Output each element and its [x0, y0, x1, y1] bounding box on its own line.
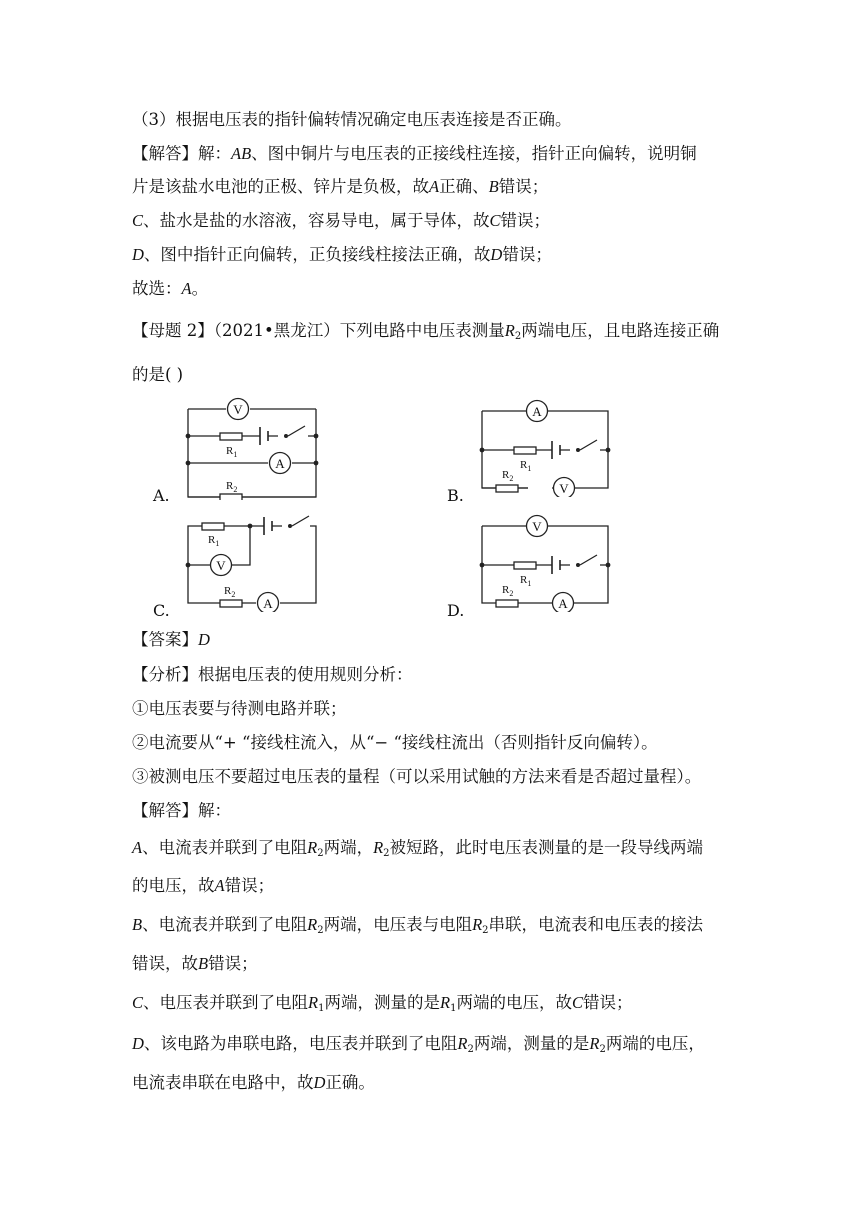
var: C — [132, 993, 144, 1012]
solution-d-line-1 — [132, 1032, 705, 1062]
r2-label — [224, 585, 235, 599]
line-5 — [132, 243, 552, 267]
analysis-rule-3: ③被测电压不要超过电压表的量程（可以采用试触的方法来看是否超过量程）。 — [132, 767, 702, 786]
text: 两端， — [323, 838, 374, 857]
var-r: R — [373, 838, 384, 857]
var: B — [198, 954, 209, 973]
var: D — [313, 1073, 326, 1092]
ammeter-a: A — [263, 596, 273, 611]
circuit-diagram-c — [180, 512, 330, 612]
var-r: R — [589, 1034, 600, 1053]
text: 故选： — [132, 279, 182, 298]
subscript: 2 — [467, 1044, 474, 1055]
text: 两端的电压， — [605, 1034, 705, 1053]
ammeter-a: A — [558, 596, 568, 611]
r-sub: 2 — [233, 485, 238, 494]
line-3 — [132, 175, 548, 199]
option-a-label: A. — [153, 486, 170, 505]
r-sub: 2 — [509, 589, 514, 598]
voltmeter-v: V — [532, 519, 542, 534]
solution-a-line-2 — [132, 874, 274, 898]
text: 错误； — [502, 245, 552, 264]
r-sub: 1 — [215, 539, 220, 548]
var-ab: AB — [231, 144, 252, 163]
r-sub: 1 — [527, 464, 532, 473]
r-sub: 2 — [509, 474, 514, 483]
subscript: 2 — [317, 848, 324, 859]
text: 电流表串联在电路中，故 — [132, 1073, 314, 1092]
subscript: 2 — [482, 925, 489, 936]
text: 两端，测量的是 — [324, 993, 440, 1012]
line-8: 的是( ) — [132, 365, 184, 384]
subscript: 2 — [514, 331, 522, 342]
var-r: R — [439, 993, 451, 1012]
r-letter: R — [502, 584, 510, 596]
circuit-diagram-a — [180, 396, 330, 500]
line-4 — [132, 209, 550, 233]
r-letter: R — [502, 469, 510, 481]
r2-label — [226, 480, 237, 494]
r-sub: 1 — [233, 450, 238, 459]
text: 【母题 2】（2021•黑龙江）下列电路中电压表测量 — [132, 321, 505, 340]
text: 被短路，此时电压表测量的是一段导线两端 — [389, 838, 704, 857]
var-r: R — [307, 915, 318, 934]
solution-d-line-2 — [132, 1071, 375, 1095]
solution-a-line-1 — [132, 836, 703, 866]
text: 错误； — [224, 876, 275, 895]
line-6 — [132, 277, 208, 301]
solution-b-line-2 — [132, 952, 258, 976]
text: 的电压，故 — [132, 876, 215, 895]
var-r: R — [504, 321, 515, 340]
circuit-diagram-d — [474, 512, 624, 612]
solution-b-line-1 — [132, 913, 703, 943]
r-letter: R — [226, 445, 234, 457]
subscript: 2 — [383, 848, 390, 859]
ammeter-a: A — [275, 456, 285, 471]
text: 、电流表并联到了电阻 — [142, 915, 308, 934]
text: 两端的电压，故 — [456, 993, 572, 1012]
option-d-label: D. — [447, 601, 465, 620]
r-sub: 1 — [527, 579, 532, 588]
option-b-label: B. — [447, 486, 464, 505]
text: 、图中铜片与电压表的正接线柱连接，指针正向偏转，说明铜 — [251, 144, 697, 163]
solution-heading: 【解答】解： — [132, 144, 231, 163]
text: 、图中指针正向偏转，正负接线柱接法正确，故 — [143, 245, 491, 264]
text: 正确、 — [439, 177, 489, 196]
solution-heading: 【解答】解： — [132, 801, 231, 820]
answer-line — [132, 628, 210, 652]
r-letter: R — [226, 480, 234, 492]
analysis-rule-1: ①电压表要与待测电路并联； — [132, 699, 347, 718]
var-r: R — [307, 838, 318, 857]
circuit-diagram-b — [474, 397, 624, 497]
var: D — [132, 1034, 144, 1053]
var-r: R — [457, 1034, 468, 1053]
text: 片是该盐水电池的正极、锌片是负极，故 — [132, 177, 429, 196]
subscript: 2 — [599, 1044, 606, 1055]
text: 、该电路为串联电路，电压表并联到了电阻 — [143, 1034, 458, 1053]
text: 、电压表并联到了电阻 — [143, 993, 309, 1012]
solution-c-line — [132, 991, 632, 1021]
text: 两端，电压表与电阻 — [323, 915, 473, 934]
r-letter: R — [208, 534, 216, 546]
line-2 — [132, 142, 697, 166]
line-1: （3）根据电压表的指针偏转情况确定电压表连接是否正确。 — [132, 110, 572, 129]
text: 、电流表并联到了电阻 — [142, 838, 308, 857]
var: D — [490, 245, 503, 264]
r2-label — [502, 469, 513, 483]
r1-label — [208, 534, 219, 548]
text: 错误； — [582, 993, 633, 1012]
r-letter: R — [224, 585, 232, 597]
answer-heading: 【答案】 — [132, 630, 198, 649]
voltmeter-v: V — [233, 402, 243, 417]
answer-value: D — [198, 630, 210, 649]
var: C — [489, 211, 501, 230]
r-letter: R — [520, 459, 528, 471]
text: 错误； — [498, 177, 549, 196]
subscript: 1 — [450, 1003, 457, 1014]
line-7-question-title — [132, 319, 719, 349]
analysis-heading: 【分析】根据电压表的使用规则分析： — [132, 665, 413, 684]
var: B — [488, 177, 499, 196]
text: 、盐水是盐的水溶液，容易导电，属于导体，故 — [143, 211, 490, 230]
text: 错误； — [500, 211, 551, 230]
subscript: 2 — [317, 925, 324, 936]
var-r: R — [308, 993, 319, 1012]
text: 串联，电流表和电压表的接法 — [488, 915, 704, 934]
voltmeter-v: V — [216, 558, 226, 573]
text: 两端电压，且电路连接正确 — [521, 321, 720, 340]
var: C — [132, 211, 144, 230]
text: 错误； — [208, 954, 258, 973]
var: A — [429, 177, 440, 196]
r1-label — [520, 459, 531, 473]
var: C — [571, 993, 583, 1012]
text: 正确。 — [325, 1073, 375, 1092]
option-c-label: C. — [153, 601, 170, 620]
r2-label — [502, 584, 513, 598]
text: 错误，故 — [132, 954, 198, 973]
subscript: 1 — [318, 1003, 325, 1014]
voltmeter-v: V — [559, 481, 569, 496]
analysis-rule-2: ②电流要从“+ “接线柱流入，从“− “接线柱流出（否则指针反向偏转）。 — [132, 733, 658, 752]
var: D — [132, 245, 144, 264]
var: A — [214, 876, 225, 895]
ammeter-a: A — [532, 404, 542, 419]
var: B — [132, 915, 143, 934]
var-r: R — [472, 915, 483, 934]
r1-label — [226, 445, 237, 459]
r1-label — [520, 574, 531, 588]
var: A — [132, 838, 143, 857]
var: A — [181, 279, 192, 298]
text: 两端，测量的是 — [473, 1034, 590, 1053]
r-sub: 2 — [231, 590, 236, 599]
text: 。 — [191, 279, 209, 298]
r-letter: R — [520, 574, 528, 586]
